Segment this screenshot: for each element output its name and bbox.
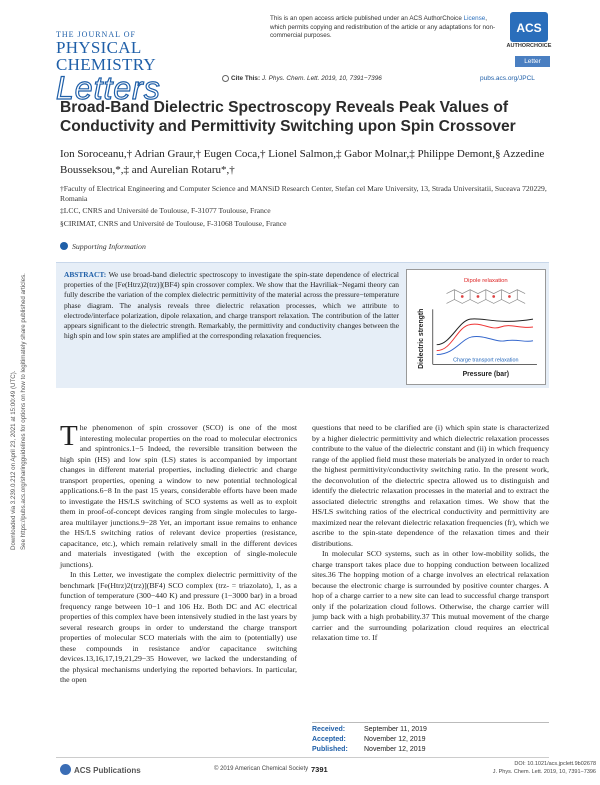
drop-cap: T: [60, 420, 78, 452]
date-accepted: Accepted: November 12, 2019: [312, 736, 426, 743]
body-column-right: [312, 423, 549, 644]
acs-authorchoice-logo: [510, 12, 548, 42]
download-notice: [6, 250, 36, 550]
affiliation-2: ‡LCC, CNRS and Université de Toulouse, F-31077 Toulouse, France: [60, 206, 271, 215]
journal-letters: Letters: [56, 70, 161, 106]
abstract-label: ABSTRACT:: [64, 270, 107, 279]
toc-graphic: [406, 269, 546, 385]
body-paragraph: The phenomenon of spin crossover (SCO) is one of the most interesting molecular properties on the road to molecular electronics and spintronics.1−5 Indeed, the reversible transition between the high spin (HS) and low spin (LS) states is accompanied by important changes in different material properties, including dielectric and charge transport properties, opening a window to new potential technological applications.6−8 In the past 15 years, considerable efforts have been made to investigate the HS/LS switching of SCO systems as well as to exploit them in proof-of-concept devices ranging from single molecules to large-area multilayer junctions.9−28 Yet, an important issue remains to enhance the HS/LS switching ratios of relevant device properties (resistance, capacitance, etc.), which remain relatively small in the different devices and materials investigated (with the exception of single-molecule junctions).: [60, 420, 297, 569]
supporting-info-icon: [60, 242, 68, 250]
toc-ylabel: Dielectric strength: [417, 308, 425, 369]
journal-url-link[interactable]: pubs.acs.org/JPCL: [480, 75, 535, 82]
abstract-box: [56, 262, 549, 388]
toc-blue-curve: [437, 337, 533, 355]
license-link[interactable]: License: [463, 15, 486, 22]
toc-charge-label: Charge transport relaxation: [453, 357, 519, 364]
article-title: Broad-Band Dielectric Spectroscopy Reveals Peak Values of Conductivity and Permittivity Switching upon Spin Crossover: [60, 99, 516, 135]
molecule-chain-illustration: [447, 290, 526, 304]
cite-prefix[interactable]: Cite This:: [231, 75, 261, 83]
body-paragraph: questions that need to be clarified are (i) which spin state is characterized by a higher dielectric permittivity and which dielectric relaxation processes contribute to the value of the dielectric constant and (ii) in which frequency range of the applied field must these materials be analyzed in order to reach the highest permittivity/conductivity switching ratio. In the present work, the deconvolution of the dielectric spectra allowed us to distinguish and identify the dielectric relaxation processes in the material and to extract the associated dielectric strengths and relaxation times. We show that the HS/LS switching ratios of the electrical conductivity and permittivity are maximized near the relevant dielectric relaxation frequencies (fr), which we ascribe to the spin-state dependence of the relaxation times and their distributions.: [312, 423, 549, 548]
body-paragraph: In this Letter, we investigate the complex dielectric permittivity of the benchmark [Fe(Htrz)2(trz)](BF4) SCO complex (trz- = triazolato), 1, as a function of temperature (300−440 K) and pressure (1−3000 bar) in a broad frequency range between 10−1 and 106 Hz. Both DC and AC electrical properties of this complex have been intensively studied in the last years by several research groups in order to understand the charge transport properties of molecular SCO materials with the aim to (potentially) use these compounds in resistance and/or capacitance switching devices.13,16,17,19,21,29−35 However, we lacked the understanding of the physical mechanisms underlying the reported behaviors. In particular, the open: [60, 570, 297, 684]
journal-ref: J. Phys. Chem. Lett. 2019, 10, 7391−7396: [492, 768, 596, 775]
affiliation-3: §CIRIMAT, CNRS and Université de Toulouse, F-31068 Toulouse, France: [60, 219, 287, 228]
journal-name: PHYSICAL CHEMISTRY: [56, 38, 156, 74]
acs-badge-sub: AUTHORCHOICE: [506, 43, 552, 49]
doi-link[interactable]: DOI: 10.1021/acs.jpclett.9b02678: [514, 761, 596, 767]
copyright: © 2019 American Chemical Society: [214, 766, 309, 772]
abstract-text: [64, 270, 399, 341]
acs-logo-icon: [60, 764, 71, 775]
cite-line: [222, 75, 382, 82]
date-published: Published: November 12, 2019: [312, 746, 426, 753]
download-notice-line2: See https://pubs.acs.org/sharingguidelines for options on how to legitimately share published articles.: [20, 273, 27, 550]
body-paragraph: In molecular SCO systems, such as in other low-mobility solids, the charge transport takes place due to hopping conduction between localized sites.36 The hopping motion of a charge involves an electrical relaxation because the electronic charge is surrounded by positive counter charges. A hop of a charge carrier to a new site can lead to successful charge transport only if the polarization cloud follows. Otherwise, the charge carrier will jump back with a high probability.37 This mutual movement of the charge carrier and the surrounding polarization cloud requires an electrical relaxation time τσ. If: [312, 549, 549, 642]
date-received: Received: September 11, 2019: [312, 726, 427, 733]
open-access-notice: This is an open access article published under an ACS AuthorChoice License, which permits copying and redistribution of the article or any adaptations for non-commercial purposes.: [270, 15, 496, 39]
download-notice-line1: Downloaded via 3.239.0.212 on April 23, 2021 at 15:00:49 (UTC).: [10, 370, 17, 550]
cite-icon[interactable]: [222, 75, 229, 82]
affiliation-1: †Faculty of Electrical Engineering and Computer Science and MANSiD Research Center, Stefan cel Mare University, 13, Strada Universitatii, Suceava 720229, Romania: [60, 184, 547, 203]
toc-xlabel: Pressure (bar): [462, 371, 510, 379]
body-column-left: [60, 420, 297, 686]
page-number: 7391: [311, 765, 328, 774]
acs-publications-logo[interactable]: ACS Publications: [60, 764, 141, 775]
cite-ref: J. Phys. Chem. Lett. 2019, 10, 7391−7396: [261, 75, 382, 83]
acs-badge-label: ACS: [516, 21, 542, 35]
page-footer: [56, 757, 596, 779]
doi-block: [456, 761, 596, 776]
journal-the: THE JOURNAL OF: [56, 30, 136, 39]
journal-logo: [56, 30, 236, 106]
author-list: Ion Soroceanu,† Adrian Graur,† Eugen Coca,† Lionel Salmon,‡ Gabor Molnar,‡ Philippe Demont,§ Azzedine Bousseksou,*,‡ and Aurelian Rotaru*,†: [60, 148, 545, 176]
publication-dates: [312, 722, 549, 755]
toc-dipole-label: Dipole relaxation: [463, 277, 508, 284]
abstract-body: We use broad-band dielectric spectroscopy to investigate the spin-state dependence of electrical properties of the [Fe(Htrz)2(trz)](BF4) spin crossover complex. We show that the Havriliak−Negami theory can fully describe the variation of the complex dielectric permittivity of the material across the pressure−temperature phase diagram. The analysis reveals three dielectric relaxation processes, which we attribute to electrode/interface polarization, dipole relaxation, and charge transport relaxation. The contribution of the latter appears significant to the dielectric strength. Remarkably, the permittivity and conductivity changes between the high spin and low spin states are amplified at the corresponding relaxation frequencies.: [64, 270, 399, 341]
article-type-badge: Letter: [515, 56, 550, 67]
supporting-information-link[interactable]: Supporting Information: [60, 242, 146, 251]
